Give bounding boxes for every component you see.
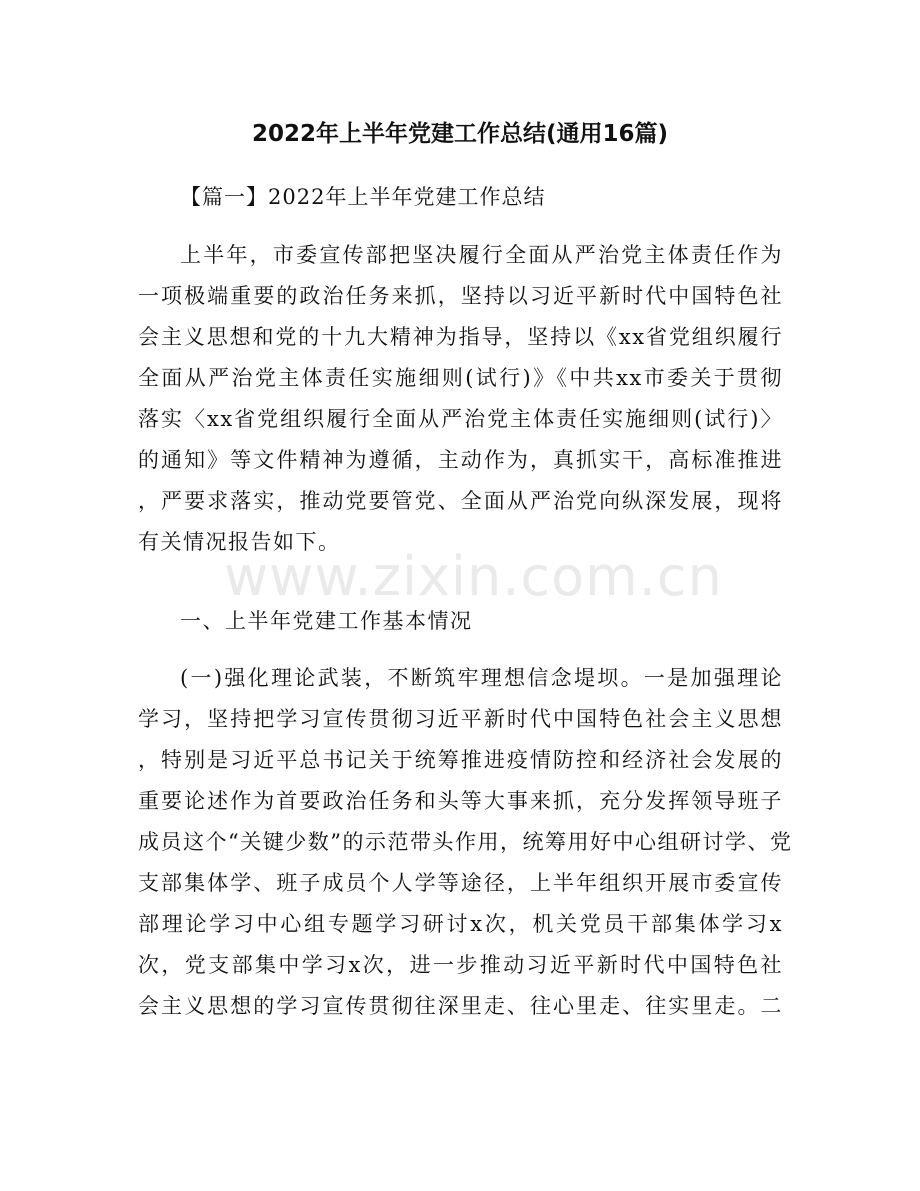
- paragraph-line: 会主义思想的学习宣传贯彻往深里走、往心里走、往实里走。二: [138, 994, 783, 1018]
- paragraph-line: 上半年，市委宣传部把坚决履行全面从严治党主体责任作为: [180, 243, 783, 267]
- paragraph-line: 会主义思想和党的十九大精神为指导，坚持以《xx省党组织履行: [138, 325, 783, 349]
- paragraph-line: 重要论述作为首要政治任务和头等大事来抓，充分发挥领导班子: [138, 789, 783, 813]
- paragraph-line: ，特别是习近平总书记关于统筹推进疫情防控和经济社会发展的: [138, 748, 783, 772]
- paragraph-line: 成员这个“关键少数”的示范带头作用，统筹用好中心组研讨学、党: [138, 830, 793, 854]
- paragraph-line: 全面从严治党主体责任实施细则(试行)》《中共xx市委关于贯彻: [138, 366, 783, 390]
- subheading: 一、上半年党建工作基本情况: [180, 609, 473, 633]
- paragraph-line: 有关情况报告如下。: [138, 530, 341, 554]
- paragraph-line: (一)强化理论武装，不断筑牢理想信念堤坝。一是加强理论: [180, 666, 783, 690]
- paragraph-line: ，严要求落实，推动党要管党、全面从严治党向纵深发展，现将: [138, 489, 783, 513]
- paragraph-line: 部理论学习中心组专题学习研讨x次，机关党员干部集体学习x: [138, 912, 783, 936]
- paragraph-line: 落实〈xx省党组织履行全面从严治党主体责任实施细则(试行)〉: [138, 407, 783, 431]
- paragraph-line: 的通知》等文件精神为遵循，主动作为，真抓实干，高标准推进: [138, 448, 783, 472]
- watermark: www.zixin.com.cn: [224, 545, 723, 608]
- paragraph-line: 一项极端重要的政治任务来抓，坚持以习近平新时代中国特色社: [138, 284, 783, 308]
- document-title: 2022年上半年党建工作总结(通用16篇): [251, 121, 669, 147]
- paragraph-line: 次，党支部集中学习x次，进一步推动习近平新时代中国特色社: [138, 953, 783, 977]
- section-heading: 【篇一】2022年上半年党建工作总结: [180, 185, 546, 209]
- paragraph-line: 学习，坚持把学习宣传贯彻习近平新时代中国特色社会主义思想: [138, 707, 783, 731]
- paragraph-line: 支部集体学、班子成员个人学等途径，上半年组织开展市委宣传: [138, 871, 783, 895]
